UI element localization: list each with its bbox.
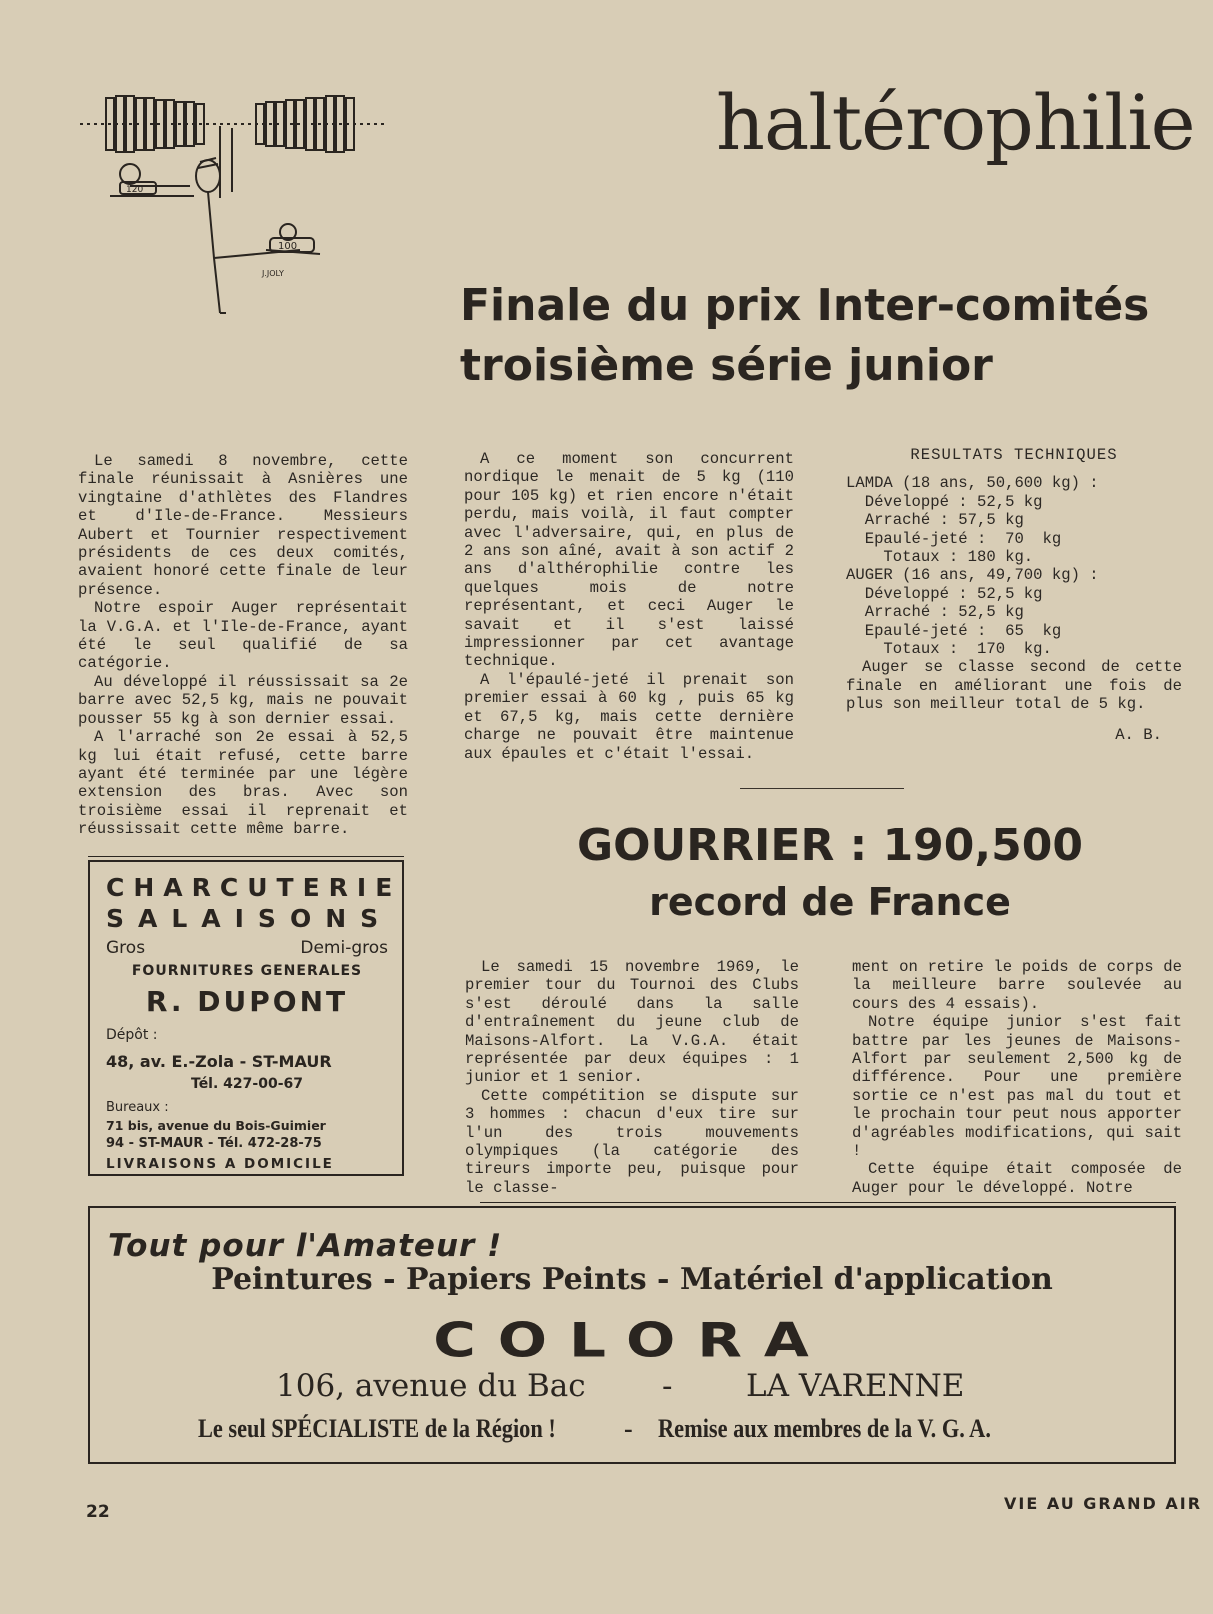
result-line: Epaulé-jeté : 65 kg — [846, 621, 1062, 640]
result-line: Développé : 52,5 kg — [846, 492, 1043, 511]
ad-tagline-separator: - — [624, 1414, 633, 1443]
paragraph: Le samedi 15 novembre 1969, le premier tour du Tournoi des Clubs s'est déroulé dans la salle d'entraînement du jeune club de Maisons-Alfort. La V.G.A. était représentée par deux équipes : 1 junior et 1 senior. — [465, 958, 799, 1087]
lifter-body — [208, 192, 220, 313]
paragraph: Le samedi 8 novembre, cette finale réunissait à Asnières une vingtaine d'athlètes des Flandres et d'Ile-de-France. Messieurs Aubert et Tournier respectivement présidents de ces deux comités, avaient honoré cette finale de leur présence. — [78, 452, 408, 599]
weightlifter-illustration — [70, 88, 410, 328]
result-line: Développé : 52,5 kg — [846, 584, 1043, 603]
results-conclusion: Auger se classe second de cette finale en améliorant une fois de plus son meilleur total de 5 kg. — [846, 658, 1182, 714]
paragraph: A l'épaulé-jeté il prenait son premier essai à 60 kg , puis 65 kg et 67,5 kg, mais cette dernière charge ne pouvait être maintenue aux épaules et c'était l'essai. — [464, 670, 794, 763]
article1-column1 — [78, 452, 408, 839]
paragraph-continued: ment on retire le poids de corps de la meilleure barre soulevée au cours des 4 essais). — [852, 958, 1182, 1013]
paragraph: Au développé il réussissait sa 2e barre avec 52,5 kg, mais ne pouvait pousser 55 kg à son dernier essai. — [78, 672, 408, 728]
colora-advertisement — [88, 1206, 1176, 1464]
ad-gros: Gros — [106, 938, 146, 958]
result-line: Arraché : 52,5 kg — [846, 603, 1024, 622]
article2-column2 — [852, 958, 1182, 1197]
article1-headline-line1: Finale du prix Inter-comités — [460, 280, 1150, 331]
article2-column1 — [465, 958, 799, 1197]
ad-livraisons: LIVRAISONS A DOMICILE — [106, 1156, 334, 1172]
article2-headline-line1: GOURRIER : 190,500 — [577, 820, 1083, 871]
left-plates — [106, 96, 204, 152]
article1-headline — [460, 276, 1149, 396]
ad-line-charcuterie: CHARCUTERIE — [106, 873, 402, 902]
ad-city: LA VARENNE — [746, 1368, 965, 1404]
ad-address: 106, avenue du Bac — [276, 1368, 586, 1404]
artist-signature: J.JOLY — [262, 269, 284, 278]
article2-headline-line2: record de France — [649, 880, 1011, 924]
left-weight-label: 120 — [126, 185, 144, 195]
divider — [740, 788, 904, 789]
ad-slogan: Tout pour l'Amateur ! — [108, 1228, 503, 1264]
paragraph: A l'arraché son 2e essai à 52,5 kg lui était refusé, cette barre ayant été terminée par une légère extension des bras. Avec son troisième essai il reprenait et réussissait cette même barre. — [78, 728, 408, 839]
magazine-name: VIE AU GRAND AIR — [1004, 1494, 1203, 1513]
ad-tagline1: Le seul SPÉCIALISTE de la Région ! — [198, 1414, 556, 1443]
results-title: RESULTATS TECHNIQUES — [910, 446, 1118, 464]
dupont-advertisement — [88, 860, 404, 1176]
paragraph: Notre équipe junior s'est fait battre par les jeunes de Maisons-Alfort par seulement 2,500 kg de différence. Pour une première sortie ce n'est pas mal du tout et le prochain tour peut nous apporter d'agréables modifications, qui sait ! — [852, 1013, 1182, 1161]
ad-depot-address: 48, av. E.-Zola - ST-MAUR — [106, 1052, 332, 1071]
section-title: haltérophilie — [716, 78, 1195, 167]
ad-border-line — [480, 1202, 1176, 1203]
paragraph: A ce moment son concurrent nordique le menait de 5 kg (110 pour 105 kg) et rien encore n'était perdu, mais voilà, il faut compter avec l'adversaire, qui, en plus de 2 ans son aîné, avait à son actif 2 ans d'althérophilie contre les quelques mois de notre représentant, et ceci Auger le savait et il s'est laissé impressionner par cet avantage technique. — [464, 450, 794, 671]
author-signature: A. B. — [1115, 725, 1162, 744]
ad-brand: COLORA — [433, 1312, 831, 1368]
right-weight-label: 100 — [278, 241, 298, 252]
ad-tagline2: Remise aux membres de la V. G. A. — [658, 1414, 991, 1443]
article2-headline — [560, 818, 1100, 930]
technical-results — [846, 446, 1182, 744]
article1-headline-line2: troisième série junior — [460, 340, 993, 391]
athlete2-heading: AUGER (16 ans, 49,700 kg) : — [846, 566, 1099, 585]
result-line: Arraché : 57,5 kg — [846, 511, 1024, 530]
result-line: Totaux : 170 kg. — [846, 640, 1052, 659]
article1-column2 — [464, 450, 794, 763]
ad-bureaux-line1: 71 bis, avenue du Bois-Guimier — [106, 1118, 326, 1133]
ad-demi-gros: Demi-gros — [300, 938, 388, 958]
ad-company-name: R. DUPONT — [145, 985, 349, 1018]
page-number: 22 — [86, 1502, 110, 1522]
ad-bureaux-label: Bureaux : — [106, 1100, 169, 1115]
ad-products: Peintures - Papiers Peints - Matériel d'application — [211, 1262, 1053, 1297]
ad-separator: - — [662, 1368, 673, 1404]
ad-bureaux-line2: 94 - ST-MAUR - Tél. 472-28-75 — [106, 1136, 322, 1151]
ad-depot-phone: Tél. 427-00-67 — [191, 1076, 303, 1092]
ad-depot-label: Dépôt : — [106, 1027, 158, 1043]
paragraph: Cette compétition se dispute sur 3 hommes : chacun d'eux tire sur l'un des trois mouvements olympiques (la catégorie des tireurs importe peu, puisque pour le classe- — [465, 1086, 799, 1197]
athlete1-heading: LAMDA (18 ans, 50,600 kg) : — [846, 474, 1099, 493]
paragraph: Cette équipe était composée de Auger pour le développé. Notre — [852, 1160, 1182, 1197]
ad-border-line — [88, 856, 404, 857]
result-line: Epaulé-jeté : 70 kg — [846, 529, 1062, 548]
ad-line-salaisons: SALAISONS — [106, 904, 393, 933]
result-line: Totaux : 180 kg. — [846, 548, 1034, 567]
ad-fournitures: FOURNITURES GENERALES — [131, 963, 363, 979]
paragraph: Notre espoir Auger représentait la V.G.A. et l'Ile-de-France, ayant été le seul qualifié de sa catégorie. — [78, 599, 408, 673]
